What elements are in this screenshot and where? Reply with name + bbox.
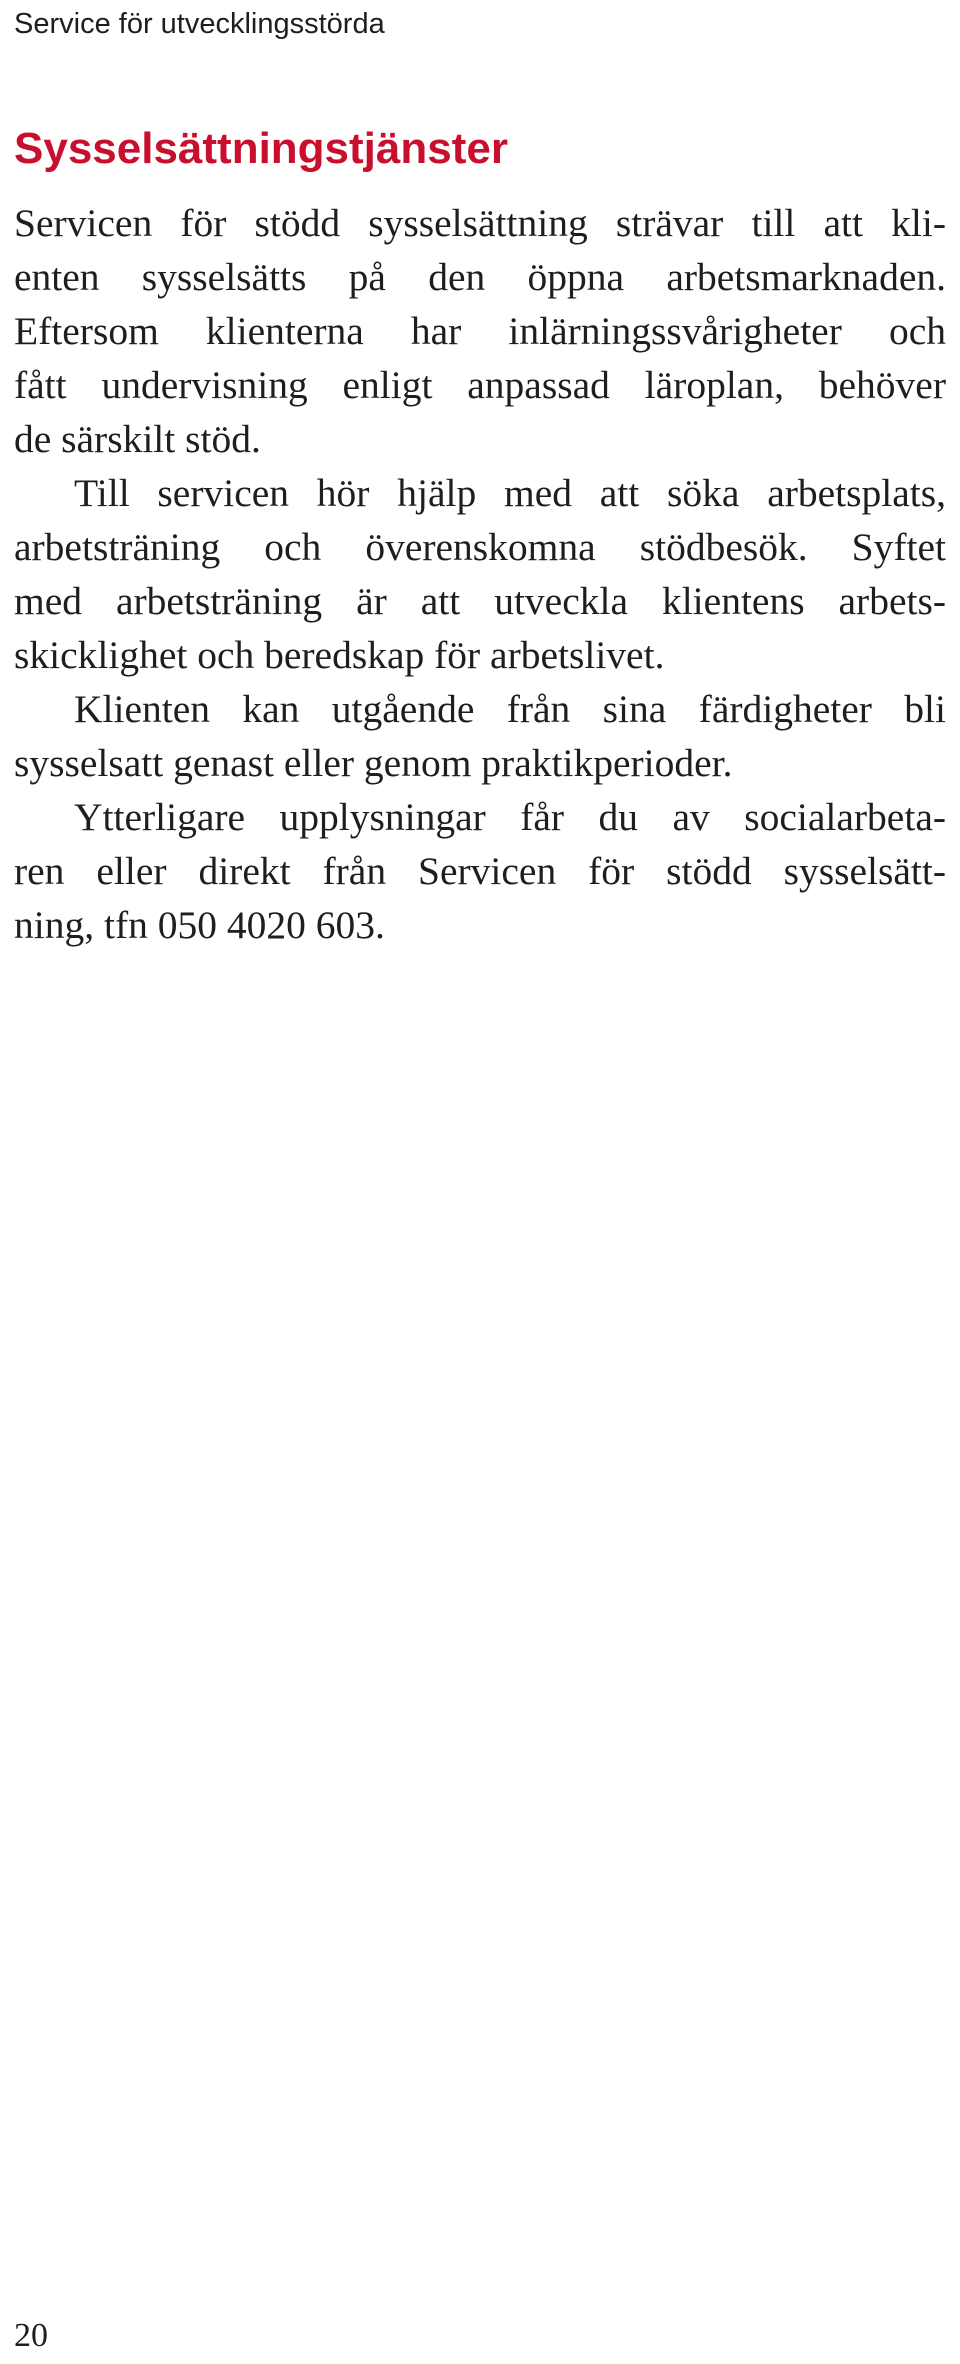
text-line: de särskilt stöd. [14, 417, 261, 461]
paragraph-employment [14, 682, 946, 790]
running-header: Service för utvecklingsstörda [14, 8, 385, 40]
text-line: Klienten kan utgående från sina färdigheter bli [74, 687, 946, 731]
paragraph-contact [14, 790, 946, 952]
text-line: ren eller direkt från Servicen för stödd sysselsätt- [14, 849, 946, 893]
body-text [14, 196, 946, 952]
text-line: sysselsatt genast eller genom praktikperioder. [14, 741, 733, 785]
text-line: ning, tfn 050 4020 603. [14, 903, 385, 947]
text-line: skicklighet och beredskap för arbetslivet. [14, 633, 665, 677]
text-line: med arbetsträning är att utveckla klientens arbets- [14, 579, 946, 623]
section-title: Sysselsättningstjänster [14, 124, 508, 173]
text-line: Servicen för stödd sysselsättning strävar till att kli- [14, 201, 946, 245]
page-number: 20 [14, 2317, 48, 2354]
paragraph-services [14, 466, 946, 682]
text-line: Eftersom klienterna har inlärningssvårigheter och [14, 309, 946, 353]
paragraph-intro [14, 196, 946, 466]
text-line: arbetsträning och överenskomna stödbesök. Syftet [14, 525, 946, 569]
text-line: fått undervisning enligt anpassad läroplan, behöver [14, 363, 946, 407]
text-line: Till servicen hör hjälp med att söka arbetsplats, [74, 471, 946, 515]
text-line: enten sysselsätts på den öppna arbetsmarknaden. [14, 255, 946, 299]
text-line: Ytterligare upplysningar får du av socialarbeta- [74, 795, 946, 839]
